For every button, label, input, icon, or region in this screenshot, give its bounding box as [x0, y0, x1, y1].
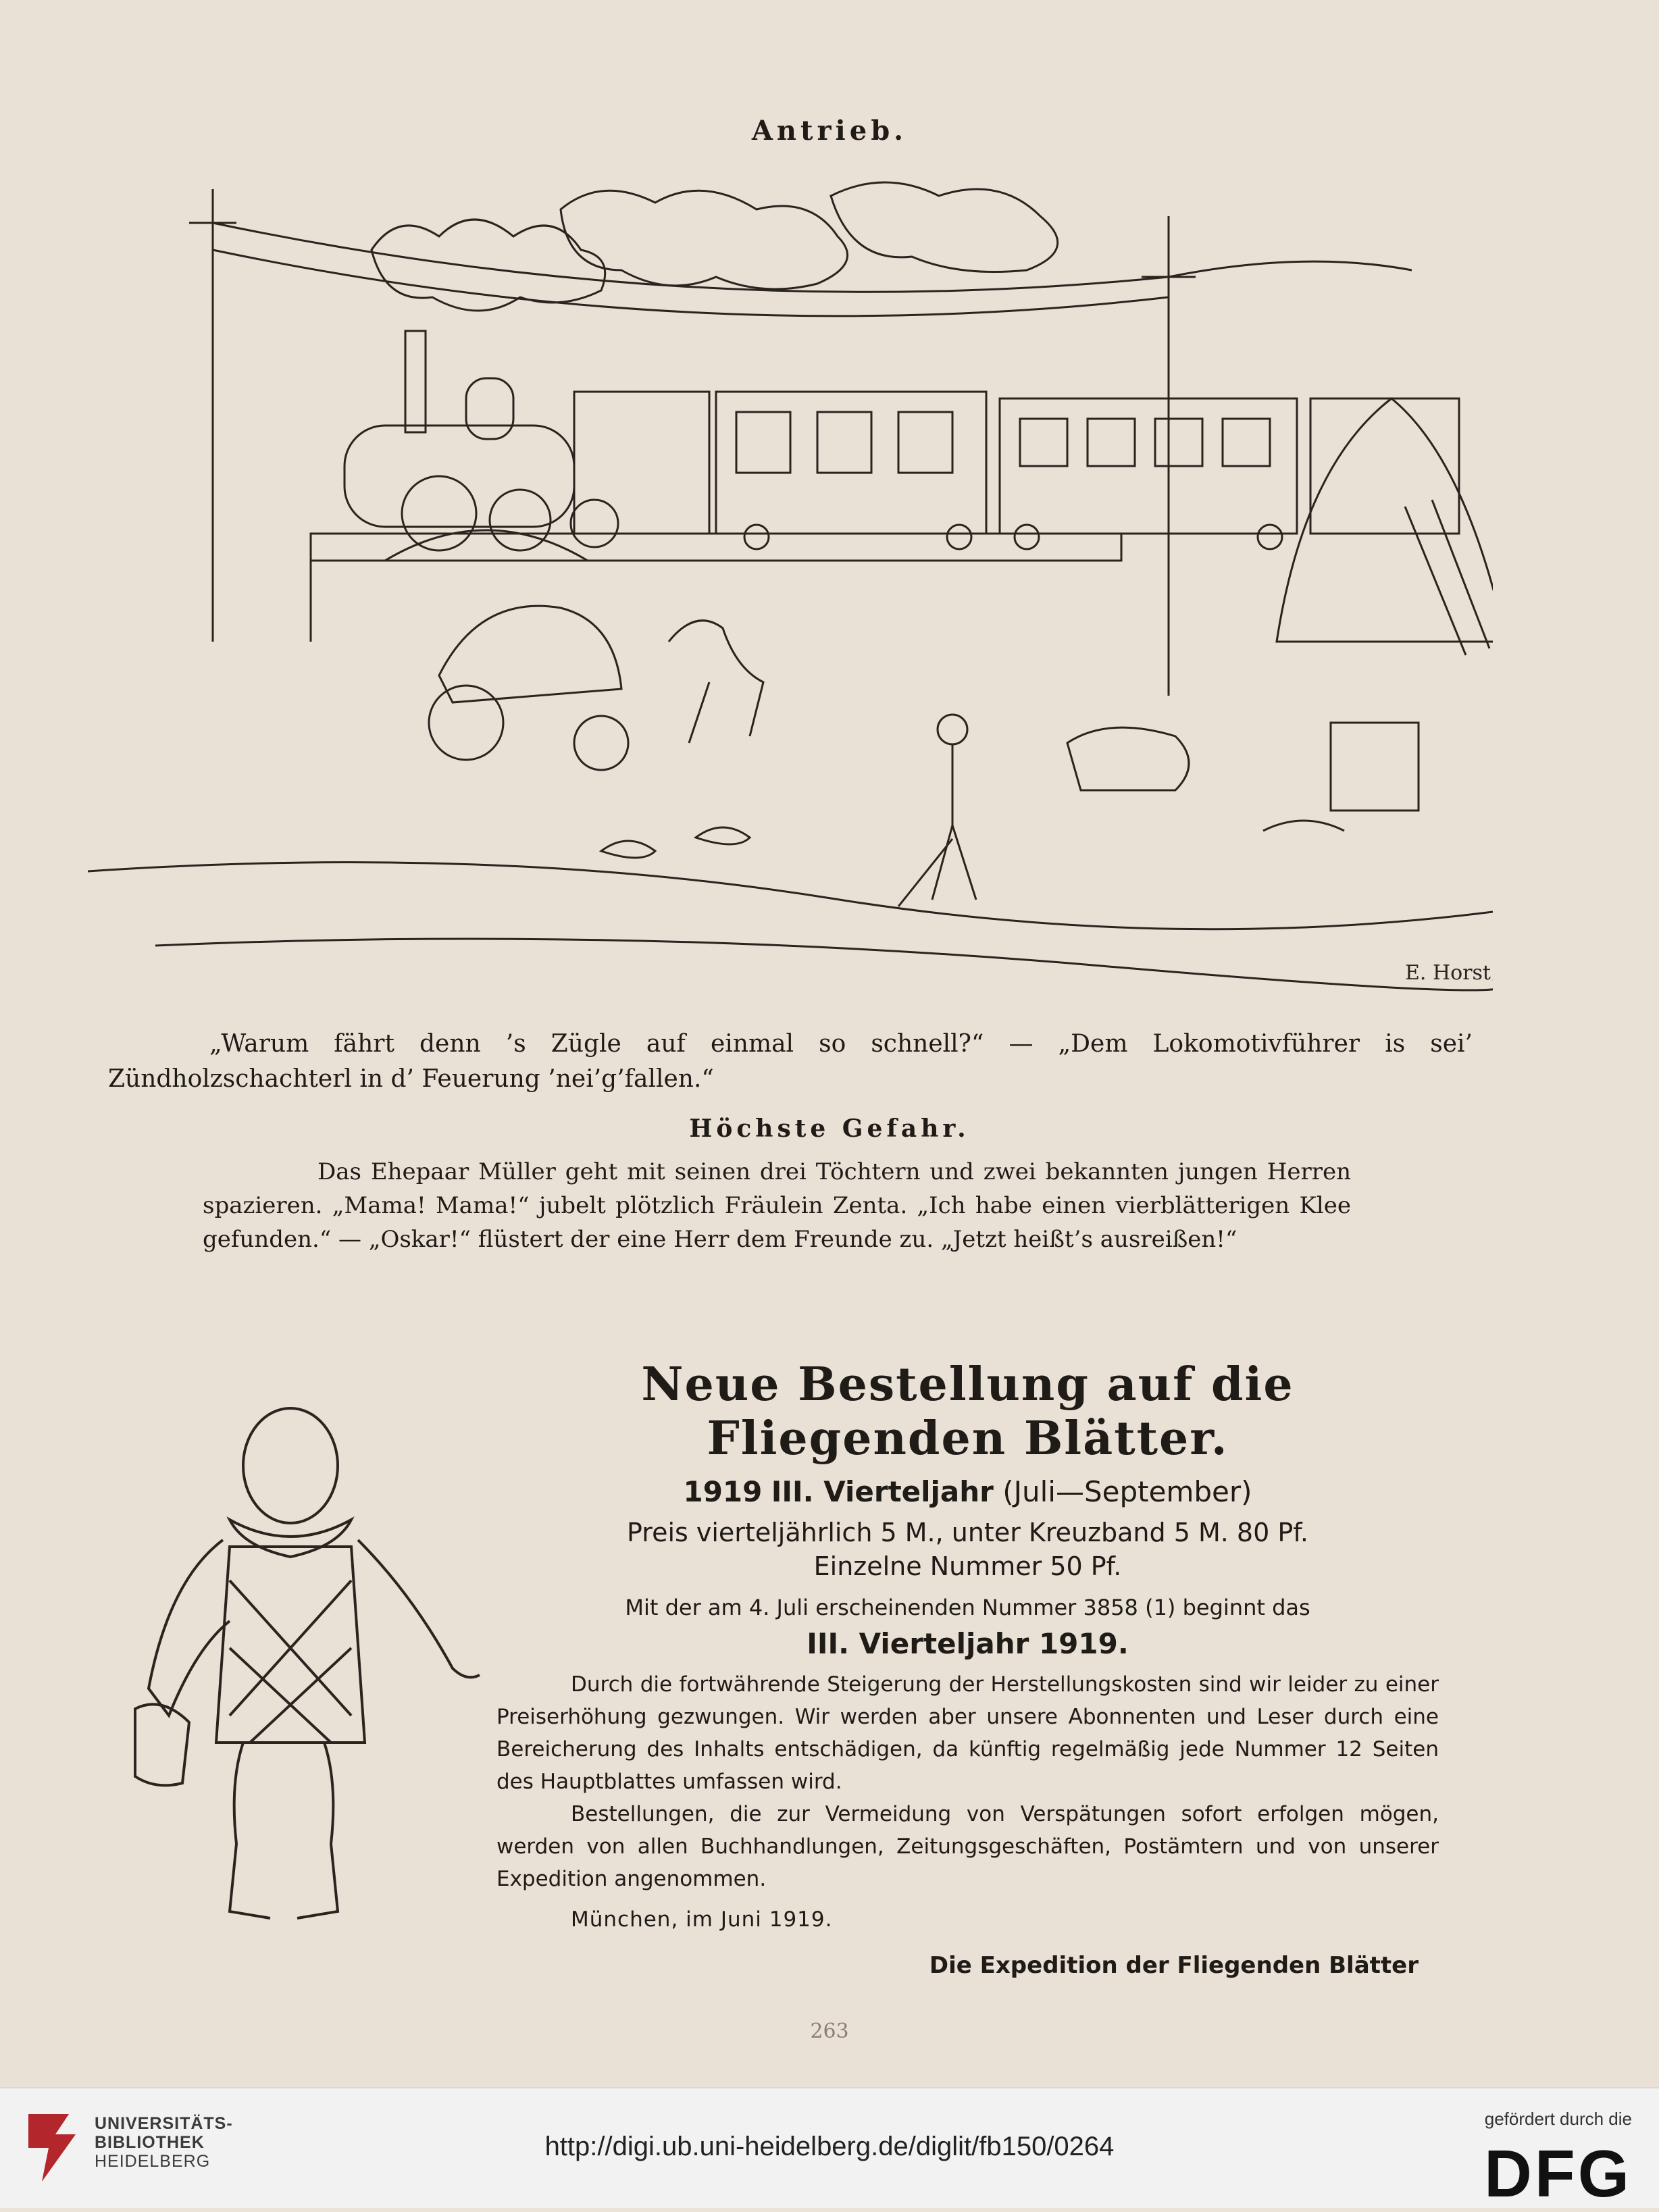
- cartoon-signature: E. Horst: [1405, 961, 1491, 985]
- period-year: 1919: [683, 1475, 763, 1508]
- dfg-logo: DFG: [1484, 2136, 1632, 2211]
- viewer-footer: [0, 2087, 1659, 2211]
- page-number: 263: [810, 2020, 849, 2043]
- period-months: (Juli—September): [1002, 1475, 1252, 1508]
- permalink-url[interactable]: http://digi.ub.uni-heidelberg.de/diglit/fb150/0264: [544, 2132, 1115, 2161]
- library-name: UNIVERSITÄTS- BIBLIOTHEK HEIDELBERG: [95, 2114, 233, 2171]
- funded-by-label: gefördert durch die: [1484, 2109, 1632, 2129]
- dateline: München, im Juni 1919.: [571, 1907, 833, 1932]
- joke-title: Höchste Gefahr.: [689, 1114, 970, 1143]
- announcement-headline: Neue Bestellung auf die Fliegenden Blätter.: [641, 1358, 1294, 1466]
- announcement-period: [496, 1475, 1439, 1508]
- subscription-announcement: [496, 1358, 1439, 1979]
- cartoon-title: Antrieb.: [751, 115, 908, 147]
- period-quarter: III. Vierteljahr: [771, 1475, 994, 1508]
- single-issue-price: Einzelne Nummer 50 Pf.: [813, 1551, 1122, 1581]
- joke-text: Das Ehepaar Müller geht mit seinen drei Töchtern und zwei bekannten jungen Herren spazieren. „Mama! Mama!“ jubelt plötzlich Fräulein Zenta. „Ich habe einen vierblätterigen Klee gefunden.“ — „Oskar!“ flüstert der eine Herr dem Freunde zu. „Jetzt heißt’s ausreißen!“: [203, 1158, 1351, 1253]
- ordering-paragraph: Bestellungen, die zur Vermeidung von Verspätungen sofort erfolgen mögen, werden von allen Buchhandlungen, Zeitungsgeschäften, Postämtern und von unserer Expedition angenommen.: [496, 1802, 1439, 1891]
- train-cartoon-illustration: [88, 169, 1493, 1000]
- cartoon-caption: „Warum fährt denn ’s Zügle auf einmal so schnell?“ — „Dem Lokomotivführer is sei’ Zündholzschachterl in d’ Feuerung ’nei’g’fallen.“: [108, 1030, 1473, 1093]
- price-increase-paragraph: Durch die fortwährende Steigerung der Herstellungskosten sind wir leider zu einer Preiserhöhung gezwungen. Wir werden aber unsere Abonnenten und Leser durch eine Bereicherung des Inhalts entschädigen, da künftig regelmäßig jede Nummer 12 Seiten des Hauptblattes umfassen wird.: [496, 1672, 1439, 1794]
- quarter-heading: III. Vierteljahr 1919.: [807, 1627, 1129, 1660]
- price-line: Preis vierteljährlich 5 M., unter Kreuzband 5 M. 80 Pf.: [627, 1518, 1308, 1547]
- start-note: Mit der am 4. Juli erscheinenden Nummer 3858 (1) beginnt das: [625, 1595, 1310, 1620]
- publisher-signature: Die Expedition der Fliegenden Blätter: [929, 1952, 1419, 1979]
- jester-illustration: [95, 1378, 486, 1952]
